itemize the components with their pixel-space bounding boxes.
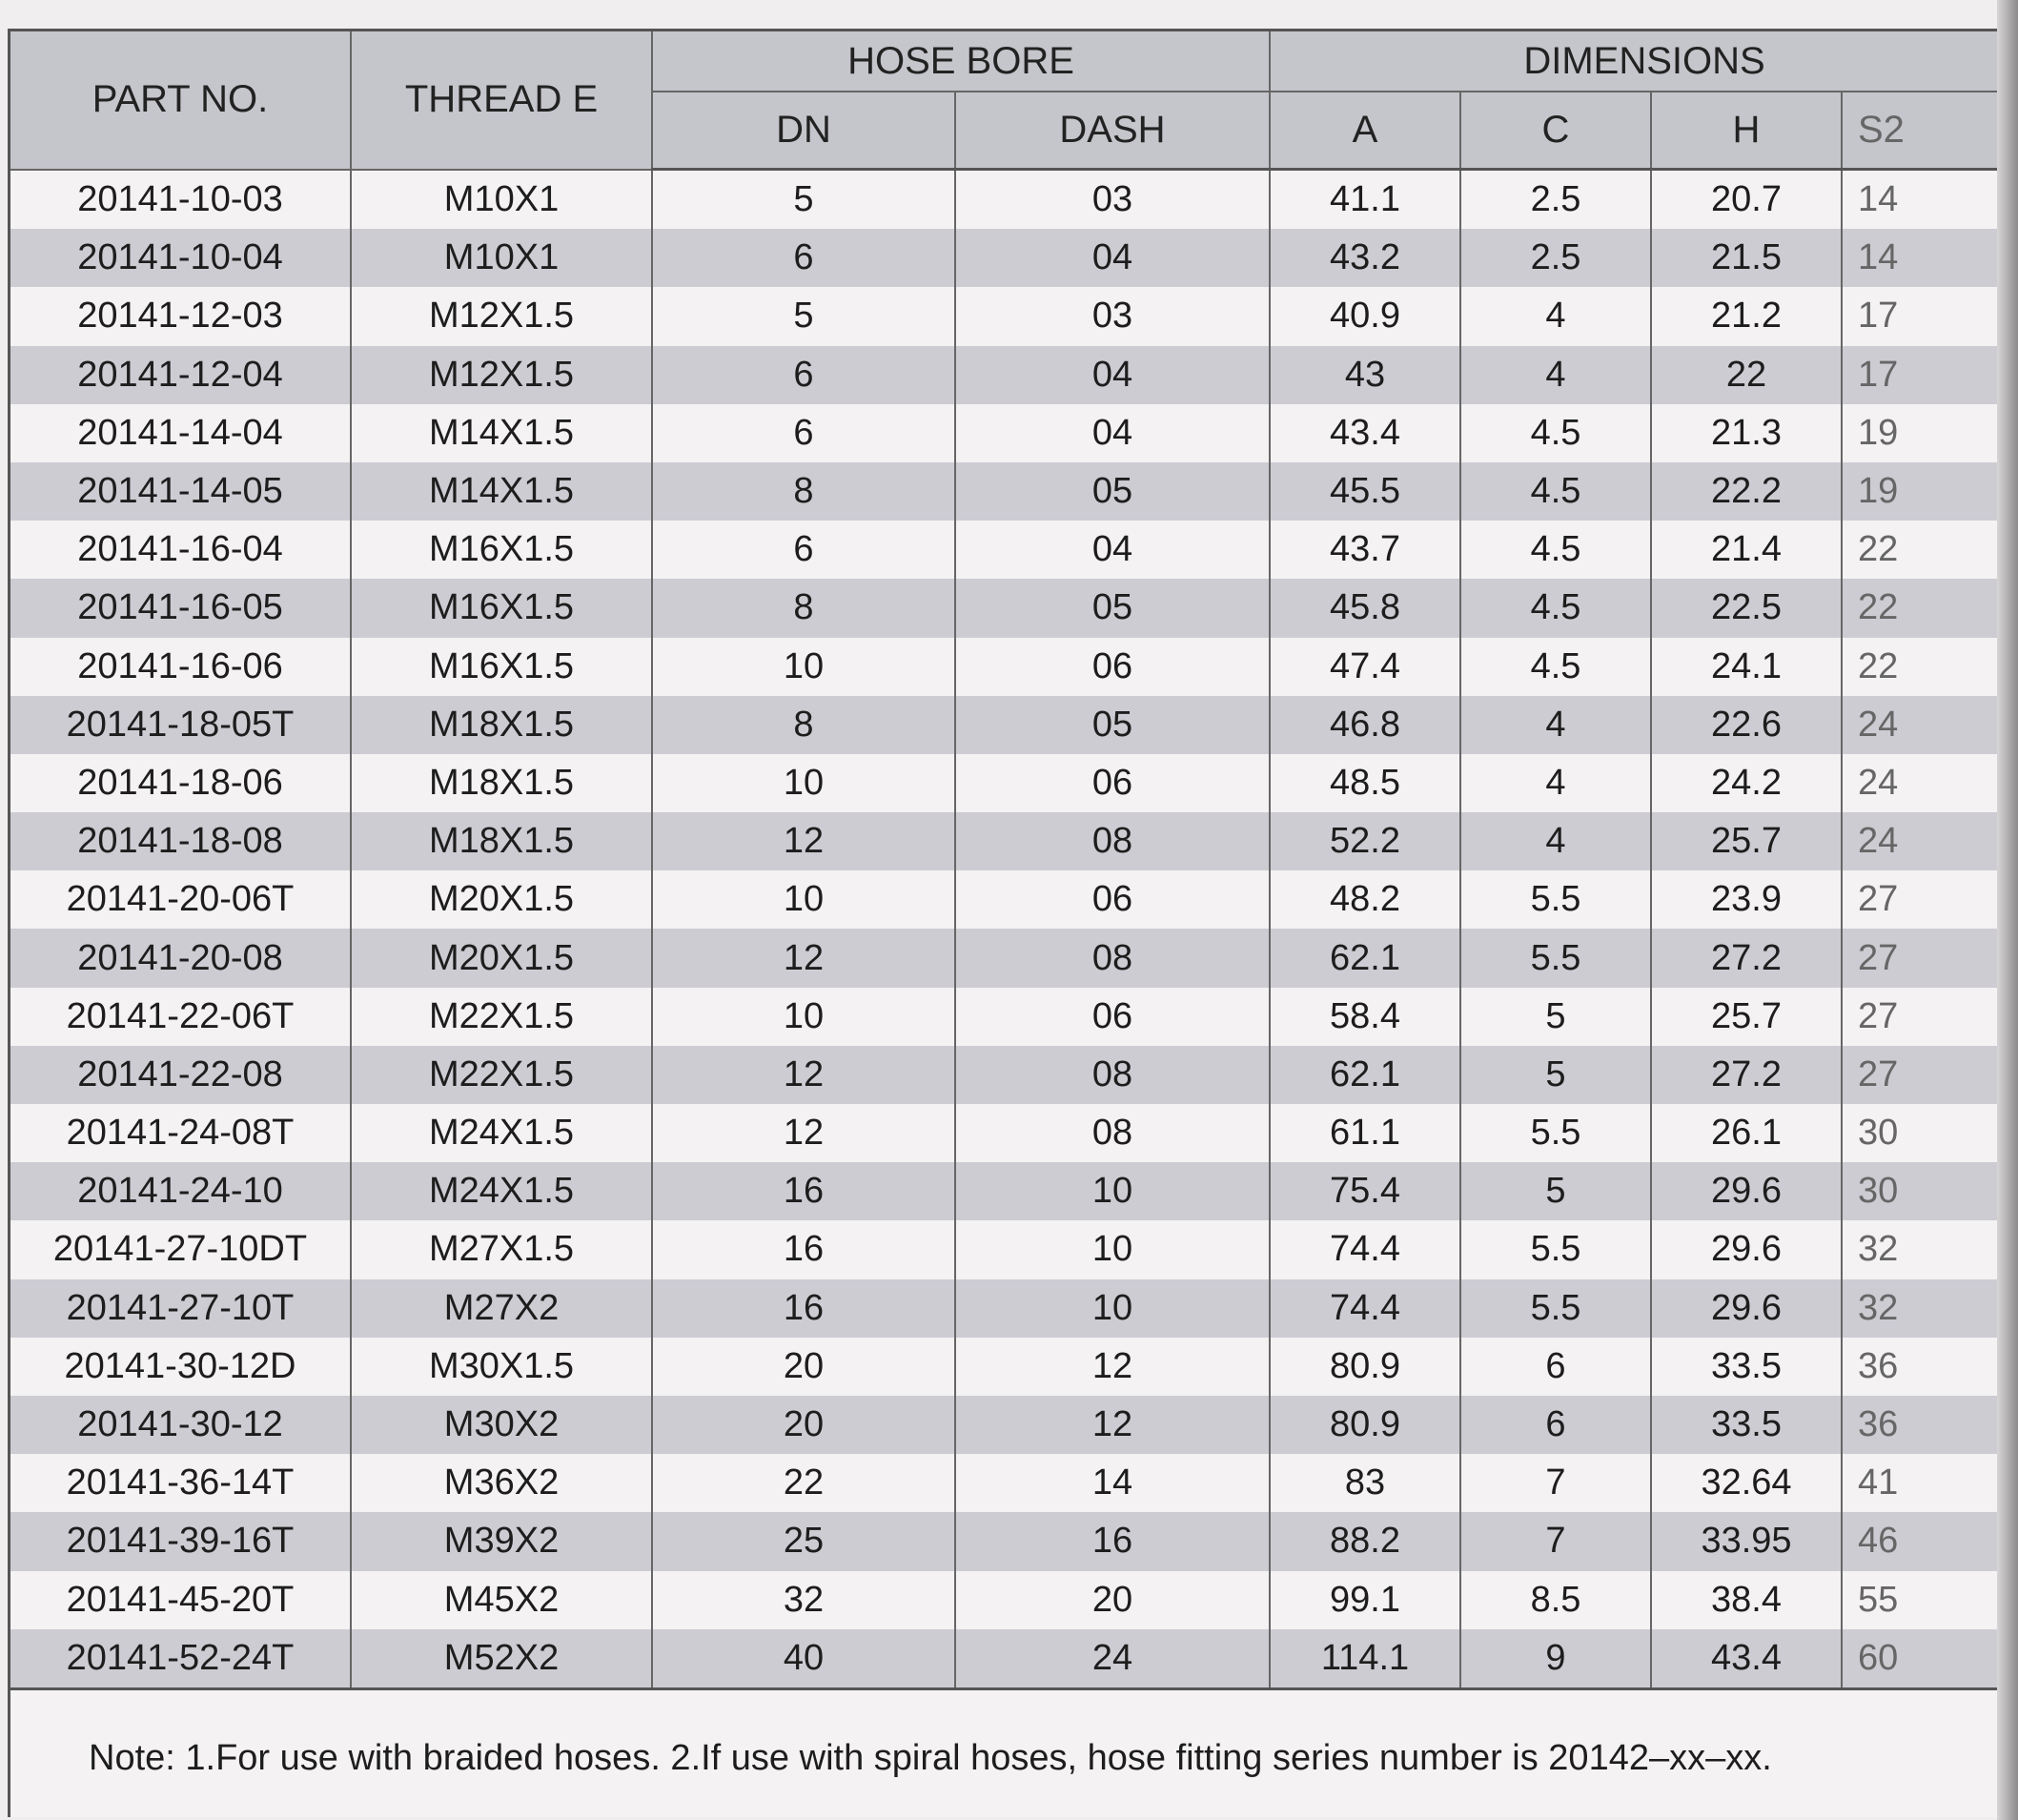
header-hose-bore: HOSE BORE [652, 31, 1270, 92]
cell-h: 21.3 [1651, 404, 1842, 462]
header-part-no: PART NO. [10, 31, 351, 170]
cell-a: 99.1 [1270, 1571, 1460, 1629]
cell-dn: 10 [652, 988, 955, 1046]
cell-a: 43.7 [1270, 521, 1460, 579]
cell-s2: 22 [1842, 638, 2018, 696]
cell-c: 6 [1460, 1396, 1651, 1454]
table-row [10, 638, 2018, 696]
cell-s2: 27 [1842, 929, 2018, 987]
cell-c: 5.5 [1460, 1104, 1651, 1162]
cell-c: 5.5 [1460, 870, 1651, 929]
cell-s2: 14 [1842, 229, 2018, 287]
note-text: Note: 1.For use with braided hoses. 2.If use with spiral hoses, hose fitting series number is 20142–xx–xx. [10, 1700, 2018, 1817]
cell-part-no: 20141-10-04 [10, 229, 351, 287]
table-row [10, 229, 2018, 287]
cell-dn: 12 [652, 1046, 955, 1104]
cell-part-no: 20141-16-06 [10, 638, 351, 696]
cell-dash: 06 [955, 754, 1270, 812]
cell-part-no: 20141-20-06T [10, 870, 351, 929]
cell-dn: 5 [652, 287, 955, 345]
cell-dash: 08 [955, 1046, 1270, 1104]
cell-h: 21.2 [1651, 287, 1842, 345]
table-row [10, 287, 2018, 345]
cell-a: 41.1 [1270, 170, 1460, 230]
cell-c: 4 [1460, 287, 1651, 345]
cell-h: 22.5 [1651, 579, 1842, 637]
cell-dash: 10 [955, 1162, 1270, 1220]
table-row [10, 579, 2018, 637]
cell-a: 80.9 [1270, 1338, 1460, 1396]
cell-a: 61.1 [1270, 1104, 1460, 1162]
cell-a: 88.2 [1270, 1512, 1460, 1570]
cell-dash: 04 [955, 521, 1270, 579]
cell-c: 8.5 [1460, 1571, 1651, 1629]
spec-sheet [8, 29, 2018, 1817]
cell-dash: 08 [955, 929, 1270, 987]
cell-thread: M24X1.5 [351, 1104, 652, 1162]
cell-s2: 19 [1842, 462, 2018, 521]
cell-part-no: 20141-30-12 [10, 1396, 351, 1454]
cell-a: 83 [1270, 1454, 1460, 1512]
cell-dash: 10 [955, 1220, 1270, 1278]
cell-a: 74.4 [1270, 1279, 1460, 1338]
cell-c: 4.5 [1460, 638, 1651, 696]
cell-thread: M45X2 [351, 1571, 652, 1629]
table-row [10, 462, 2018, 521]
cell-part-no: 20141-22-08 [10, 1046, 351, 1104]
table-row [10, 1629, 2018, 1689]
table-row [10, 1046, 2018, 1104]
cell-dn: 22 [652, 1454, 955, 1512]
cell-s2: 24 [1842, 754, 2018, 812]
cell-c: 4.5 [1460, 462, 1651, 521]
cell-dn: 10 [652, 638, 955, 696]
cell-thread: M22X1.5 [351, 1046, 652, 1104]
table-row [10, 1104, 2018, 1162]
cell-h: 33.95 [1651, 1512, 1842, 1570]
cell-part-no: 20141-27-10DT [10, 1220, 351, 1278]
cell-thread: M16X1.5 [351, 579, 652, 637]
cell-c: 6 [1460, 1338, 1651, 1396]
table-body [10, 170, 2018, 1689]
cell-dn: 8 [652, 579, 955, 637]
cell-thread: M22X1.5 [351, 988, 652, 1046]
cell-part-no: 20141-16-05 [10, 579, 351, 637]
cell-s2: 27 [1842, 1046, 2018, 1104]
table-row [10, 812, 2018, 870]
cell-h: 24.2 [1651, 754, 1842, 812]
cell-a: 74.4 [1270, 1220, 1460, 1278]
cell-dn: 10 [652, 870, 955, 929]
cell-h: 21.4 [1651, 521, 1842, 579]
cell-a: 43.2 [1270, 229, 1460, 287]
cell-a: 52.2 [1270, 812, 1460, 870]
cell-thread: M18X1.5 [351, 812, 652, 870]
cell-thread: M52X2 [351, 1629, 652, 1689]
cell-h: 33.5 [1651, 1338, 1842, 1396]
table-row [10, 1454, 2018, 1512]
cell-thread: M14X1.5 [351, 404, 652, 462]
header-s2: S2 [1842, 92, 2018, 170]
cell-a: 62.1 [1270, 1046, 1460, 1104]
cell-part-no: 20141-24-10 [10, 1162, 351, 1220]
cell-dn: 8 [652, 462, 955, 521]
cell-c: 2.5 [1460, 170, 1651, 230]
cell-s2: 24 [1842, 696, 2018, 754]
cell-s2: 19 [1842, 404, 2018, 462]
cell-a: 43 [1270, 346, 1460, 404]
cell-thread: M12X1.5 [351, 346, 652, 404]
cell-c: 5.5 [1460, 1220, 1651, 1278]
cell-a: 62.1 [1270, 929, 1460, 987]
table-row [10, 929, 2018, 987]
cell-part-no: 20141-18-06 [10, 754, 351, 812]
cell-s2: 60 [1842, 1629, 2018, 1689]
table-row [10, 696, 2018, 754]
cell-h: 38.4 [1651, 1571, 1842, 1629]
table-row [10, 170, 2018, 230]
header-dimensions: DIMENSIONS [1270, 31, 2018, 92]
cell-h: 21.5 [1651, 229, 1842, 287]
cell-dash: 16 [955, 1512, 1270, 1570]
cell-c: 2.5 [1460, 229, 1651, 287]
cell-thread: M30X2 [351, 1396, 652, 1454]
cell-a: 48.5 [1270, 754, 1460, 812]
cell-part-no: 20141-20-08 [10, 929, 351, 987]
cell-dn: 16 [652, 1162, 955, 1220]
cell-thread: M14X1.5 [351, 462, 652, 521]
cell-dn: 10 [652, 754, 955, 812]
cell-part-no: 20141-14-05 [10, 462, 351, 521]
cell-c: 5 [1460, 988, 1651, 1046]
table-row [10, 870, 2018, 929]
cell-dn: 6 [652, 229, 955, 287]
cell-s2: 22 [1842, 521, 2018, 579]
cell-dn: 32 [652, 1571, 955, 1629]
cell-thread: M16X1.5 [351, 521, 652, 579]
cell-c: 4.5 [1460, 404, 1651, 462]
cell-dn: 8 [652, 696, 955, 754]
cell-dash: 04 [955, 346, 1270, 404]
cell-part-no: 20141-12-04 [10, 346, 351, 404]
cell-dn: 12 [652, 929, 955, 987]
cell-dn: 5 [652, 170, 955, 230]
cell-h: 23.9 [1651, 870, 1842, 929]
cell-dash: 04 [955, 229, 1270, 287]
table-row [10, 1220, 2018, 1278]
cell-c: 4.5 [1460, 521, 1651, 579]
cell-c: 4 [1460, 754, 1651, 812]
cell-dash: 06 [955, 988, 1270, 1046]
cell-thread: M30X1.5 [351, 1338, 652, 1396]
cell-s2: 30 [1842, 1162, 2018, 1220]
cell-dn: 12 [652, 1104, 955, 1162]
table-row [10, 404, 2018, 462]
cell-dn: 25 [652, 1512, 955, 1570]
cell-c: 4 [1460, 812, 1651, 870]
cell-h: 29.6 [1651, 1220, 1842, 1278]
cell-dn: 16 [652, 1220, 955, 1278]
cell-part-no: 20141-18-08 [10, 812, 351, 870]
table-row [10, 521, 2018, 579]
cell-dash: 12 [955, 1396, 1270, 1454]
cell-a: 47.4 [1270, 638, 1460, 696]
cell-h: 32.64 [1651, 1454, 1842, 1512]
cell-dn: 6 [652, 521, 955, 579]
header-c: C [1460, 92, 1651, 170]
cell-dash: 03 [955, 287, 1270, 345]
cell-s2: 24 [1842, 812, 2018, 870]
table-row [10, 1162, 2018, 1220]
cell-s2: 30 [1842, 1104, 2018, 1162]
cell-part-no: 20141-24-08T [10, 1104, 351, 1162]
cell-s2: 14 [1842, 170, 2018, 230]
cell-a: 58.4 [1270, 988, 1460, 1046]
cell-a: 45.8 [1270, 579, 1460, 637]
table-row [10, 754, 2018, 812]
table-row [10, 346, 2018, 404]
cell-thread: M27X2 [351, 1279, 652, 1338]
cell-c: 4 [1460, 346, 1651, 404]
cell-s2: 32 [1842, 1279, 2018, 1338]
cell-dn: 6 [652, 346, 955, 404]
cell-part-no: 20141-30-12D [10, 1338, 351, 1396]
header-dn: DN [652, 92, 955, 170]
header-h: H [1651, 92, 1842, 170]
cell-dash: 10 [955, 1279, 1270, 1338]
cell-dash: 04 [955, 404, 1270, 462]
cell-part-no: 20141-16-04 [10, 521, 351, 579]
header-a: A [1270, 92, 1460, 170]
cell-dn: 12 [652, 812, 955, 870]
cell-c: 5 [1460, 1046, 1651, 1104]
cell-c: 5 [1460, 1162, 1651, 1220]
cell-c: 4 [1460, 696, 1651, 754]
cell-h: 22.2 [1651, 462, 1842, 521]
cell-thread: M18X1.5 [351, 754, 652, 812]
cell-dash: 12 [955, 1338, 1270, 1396]
cell-h: 33.5 [1651, 1396, 1842, 1454]
cell-h: 25.7 [1651, 812, 1842, 870]
cell-s2: 27 [1842, 870, 2018, 929]
cell-dash: 06 [955, 638, 1270, 696]
header-thread: THREAD E [351, 31, 652, 170]
cell-s2: 27 [1842, 988, 2018, 1046]
cell-dash: 20 [955, 1571, 1270, 1629]
table-row [10, 1338, 2018, 1396]
cell-a: 80.9 [1270, 1396, 1460, 1454]
cell-dn: 20 [652, 1396, 955, 1454]
cell-a: 46.8 [1270, 696, 1460, 754]
fitting-spec-table [10, 31, 2018, 1690]
cell-c: 7 [1460, 1454, 1651, 1512]
cell-c: 9 [1460, 1629, 1651, 1689]
cell-a: 48.2 [1270, 870, 1460, 929]
cell-dash: 08 [955, 1104, 1270, 1162]
cell-h: 27.2 [1651, 1046, 1842, 1104]
cell-part-no: 20141-52-24T [10, 1629, 351, 1689]
cell-dn: 20 [652, 1338, 955, 1396]
cell-s2: 36 [1842, 1338, 2018, 1396]
cell-part-no: 20141-18-05T [10, 696, 351, 754]
cell-thread: M24X1.5 [351, 1162, 652, 1220]
cell-s2: 22 [1842, 579, 2018, 637]
cell-a: 75.4 [1270, 1162, 1460, 1220]
table-row [10, 1512, 2018, 1570]
cell-thread: M18X1.5 [351, 696, 652, 754]
cell-dash: 05 [955, 696, 1270, 754]
cell-h: 29.6 [1651, 1279, 1842, 1338]
cell-thread: M20X1.5 [351, 870, 652, 929]
cell-dash: 06 [955, 870, 1270, 929]
page-edge-shadow [1997, 0, 2018, 1820]
cell-part-no: 20141-39-16T [10, 1512, 351, 1570]
cell-s2: 32 [1842, 1220, 2018, 1278]
cell-part-no: 20141-22-06T [10, 988, 351, 1046]
cell-h: 29.6 [1651, 1162, 1842, 1220]
cell-a: 40.9 [1270, 287, 1460, 345]
cell-h: 43.4 [1651, 1629, 1842, 1689]
cell-thread: M27X1.5 [351, 1220, 652, 1278]
cell-dn: 40 [652, 1629, 955, 1689]
cell-thread: M16X1.5 [351, 638, 652, 696]
cell-c: 7 [1460, 1512, 1651, 1570]
cell-s2: 41 [1842, 1454, 2018, 1512]
cell-a: 114.1 [1270, 1629, 1460, 1689]
cell-part-no: 20141-45-20T [10, 1571, 351, 1629]
cell-a: 45.5 [1270, 462, 1460, 521]
cell-part-no: 20141-10-03 [10, 170, 351, 230]
cell-thread: M36X2 [351, 1454, 652, 1512]
table-row [10, 1279, 2018, 1338]
cell-dash: 14 [955, 1454, 1270, 1512]
cell-c: 4.5 [1460, 579, 1651, 637]
cell-c: 5.5 [1460, 929, 1651, 987]
cell-part-no: 20141-12-03 [10, 287, 351, 345]
cell-h: 20.7 [1651, 170, 1842, 230]
cell-thread: M20X1.5 [351, 929, 652, 987]
cell-dash: 05 [955, 579, 1270, 637]
cell-part-no: 20141-36-14T [10, 1454, 351, 1512]
cell-h: 26.1 [1651, 1104, 1842, 1162]
cell-dash: 08 [955, 812, 1270, 870]
table-row [10, 1571, 2018, 1629]
cell-dash: 05 [955, 462, 1270, 521]
cell-s2: 46 [1842, 1512, 2018, 1570]
cell-s2: 36 [1842, 1396, 2018, 1454]
cell-dn: 16 [652, 1279, 955, 1338]
cell-dash: 03 [955, 170, 1270, 230]
cell-thread: M12X1.5 [351, 287, 652, 345]
cell-thread: M10X1 [351, 229, 652, 287]
cell-part-no: 20141-27-10T [10, 1279, 351, 1338]
table-row [10, 1396, 2018, 1454]
cell-dash: 24 [955, 1629, 1270, 1689]
cell-a: 43.4 [1270, 404, 1460, 462]
cell-part-no: 20141-14-04 [10, 404, 351, 462]
cell-s2: 17 [1842, 346, 2018, 404]
cell-h: 27.2 [1651, 929, 1842, 987]
cell-h: 22.6 [1651, 696, 1842, 754]
cell-h: 25.7 [1651, 988, 1842, 1046]
cell-c: 5.5 [1460, 1279, 1651, 1338]
cell-s2: 55 [1842, 1571, 2018, 1629]
cell-dn: 6 [652, 404, 955, 462]
cell-thread: M39X2 [351, 1512, 652, 1570]
cell-thread: M10X1 [351, 170, 652, 230]
cell-h: 24.1 [1651, 638, 1842, 696]
table-row [10, 988, 2018, 1046]
header-dash: DASH [955, 92, 1270, 170]
cell-s2: 17 [1842, 287, 2018, 345]
cell-h: 22 [1651, 346, 1842, 404]
